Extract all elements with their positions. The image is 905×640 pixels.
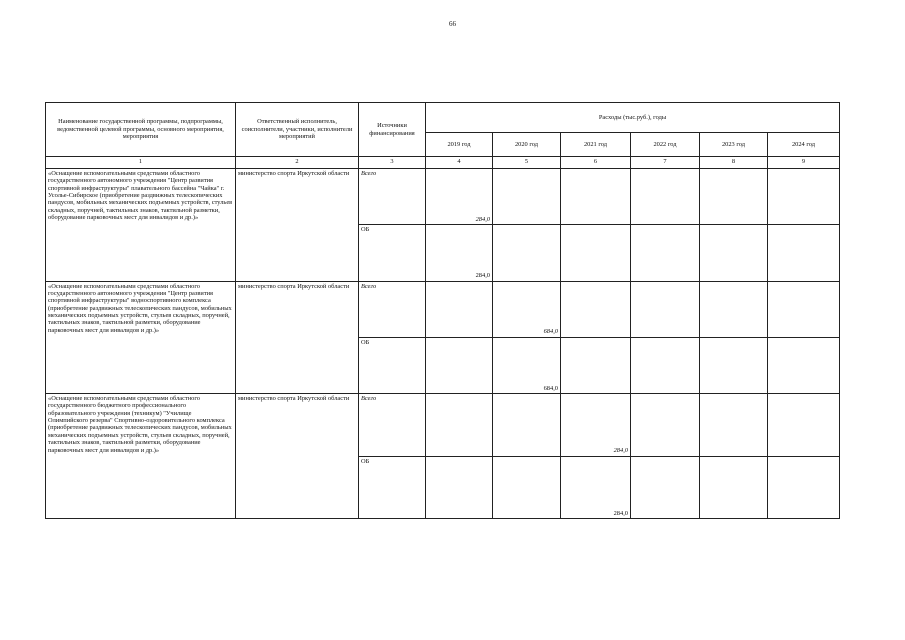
column-number: 6 [561,157,631,169]
source-label: Всего [359,169,426,225]
source-label: ОБ [359,225,426,281]
value-cell [493,169,561,225]
value-cell [493,225,561,281]
value-cell [561,169,631,225]
value-cell: 284,0 [426,225,493,281]
value-cell [426,456,493,519]
value-cell: 684,0 [493,281,561,337]
activity-executor: министерство спорта Иркутской области [236,169,359,282]
header-year: 2021 год [561,133,631,157]
source-label: Всего [359,394,426,457]
table-row [46,281,840,337]
page-number: 66 [449,20,456,28]
header-expenses: Расходы (тыс.руб.), годы [426,103,840,133]
activity-name: «Оснащение вспомогательными средствами областного государственного автономного учреждения "Центр развития спортивной инфраструктуры" водноспортивного комплекса (приобретение раздвижных телескопических пандусов, мобильных механических подъемных устройств, стульев складных, поручней, тактильных знаков, тактильной разметки, оборудование парковочных мест для инвалидов и др.)» [46,281,236,394]
value-cell [700,337,768,393]
column-number: 4 [426,157,493,169]
value-cell: 284,0 [426,169,493,225]
value-cell: 684,0 [493,337,561,393]
value-cell [631,337,700,393]
value-cell [426,281,493,337]
table-row [46,394,840,457]
column-number: 8 [700,157,768,169]
activity-name: «Оснащение вспомогательными средствами областного государственного бюджетного профессионального образовательного учреждения (техникум) "Училище Олимпийского резерва" Спортивно-оздоровительного комплекса (приобретение раздвижных телескопических пандусов, мобильных механических подъемных устройств, стульев складных, поручней, тактильных знаков, тактильной разметки, оборудование парковочных мест для инвалидов и др.)» [46,394,236,519]
value-cell [768,394,840,457]
value-cell [631,169,700,225]
activity-name: «Оснащение вспомогательными средствами областного государственного автономного учреждения "Центр развития спортивной инфраструктуры" плавательного бассейна "Чайка" г. Усолье-Сибирское (приобретение раздвижных телескопических пандусов, мобильных механических подъемных устройств, стульев складных, поручней, тактильных знаков, тактильной разметки, оборудование парковочных мест для инвалидов и др.)» [46,169,236,282]
column-number: 1 [46,157,236,169]
column-number: 3 [359,157,426,169]
value-cell [700,169,768,225]
value-cell [768,225,840,281]
source-label: ОБ [359,337,426,393]
value-cell [561,281,631,337]
source-label: ОБ [359,456,426,519]
table-row [46,169,840,225]
activity-executor: министерство спорта Иркутской области [236,281,359,394]
value-cell [700,225,768,281]
value-cell [700,394,768,457]
value-cell [561,337,631,393]
header-year: 2022 год [631,133,700,157]
value-cell [768,337,840,393]
value-cell [631,281,700,337]
header-year: 2024 год [768,133,840,157]
value-cell [768,456,840,519]
value-cell [426,337,493,393]
activity-executor: министерство спорта Иркутской области [236,394,359,519]
value-cell [631,225,700,281]
column-number: 7 [631,157,700,169]
value-cell [768,281,840,337]
value-cell: 284,0 [561,394,631,457]
value-cell [561,225,631,281]
source-label: Всего [359,281,426,337]
budget-table [45,102,840,519]
header-executor: Ответственный исполнитель, соисполнители, участники, исполнители мероприятий [236,103,359,157]
column-number: 2 [236,157,359,169]
header-name: Наименование государственной программы, подпрограммы, ведомственной целевой программы, основного мероприятия, мероприятия [46,103,236,157]
value-cell [426,394,493,457]
column-number: 5 [493,157,561,169]
header-year: 2020 год [493,133,561,157]
header-year: 2019 год [426,133,493,157]
value-cell [493,394,561,457]
value-cell [493,456,561,519]
column-number: 9 [768,157,840,169]
value-cell: 284,0 [561,456,631,519]
value-cell [631,456,700,519]
value-cell [700,281,768,337]
value-cell [700,456,768,519]
header-source: Источники финансирования [359,103,426,157]
value-cell [768,169,840,225]
header-year: 2023 год [700,133,768,157]
value-cell [631,394,700,457]
